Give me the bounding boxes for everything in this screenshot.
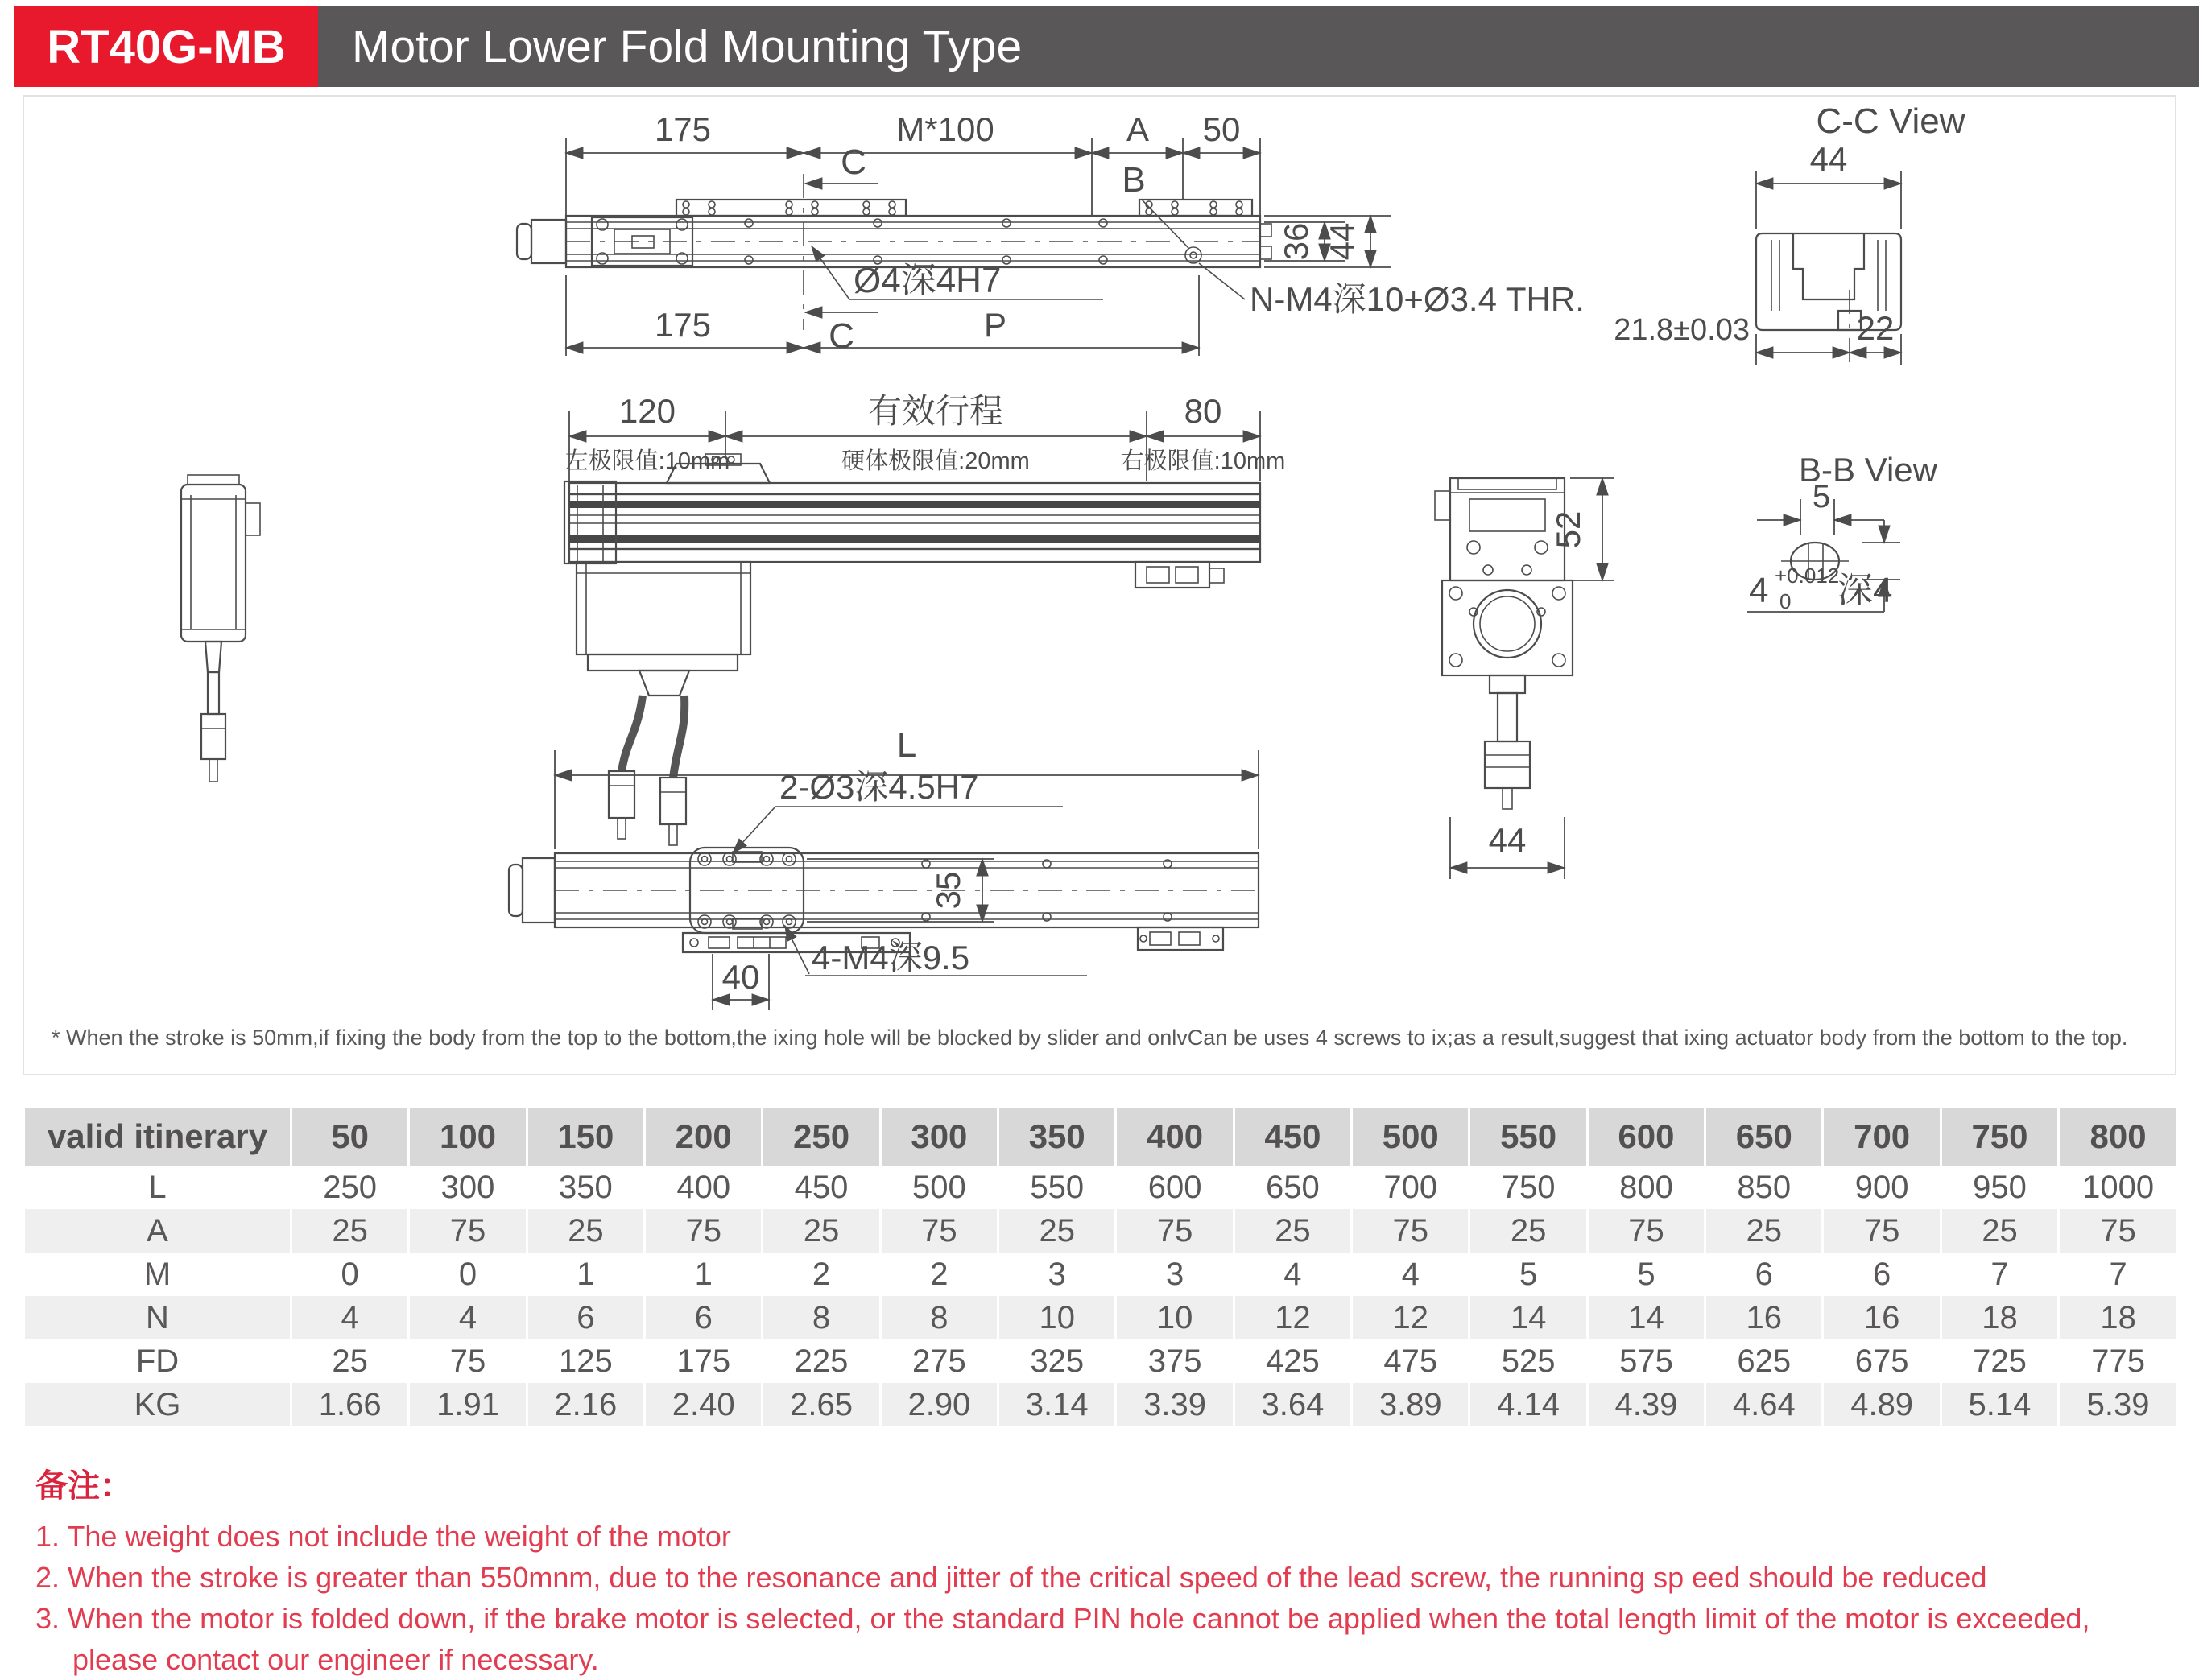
table-cell: 75 xyxy=(409,1339,527,1383)
table-cell: 6 xyxy=(1823,1253,1941,1296)
table-cell: 14 xyxy=(1587,1296,1705,1339)
table-cell: 600 xyxy=(1116,1166,1234,1209)
table-cell: 525 xyxy=(1469,1339,1587,1383)
table-cell: 4.89 xyxy=(1823,1383,1941,1426)
table-cell: 1000 xyxy=(2059,1166,2176,1209)
table-corner-label: valid itinerary xyxy=(24,1108,291,1166)
table-cell: 575 xyxy=(1587,1339,1705,1383)
table-cell: 5.14 xyxy=(1941,1383,2058,1426)
dim-label: 22 xyxy=(1856,309,1895,347)
table-cell: 25 xyxy=(1469,1209,1587,1253)
table-cell: 25 xyxy=(1705,1209,1823,1253)
section-label: C xyxy=(841,142,866,182)
row-label: A xyxy=(24,1209,291,1253)
table-column-header: 650 xyxy=(1705,1108,1823,1166)
notes-section xyxy=(35,1460,2176,1680)
table-cell: 500 xyxy=(880,1166,998,1209)
table-cell: 275 xyxy=(880,1339,998,1383)
table-column-header: 750 xyxy=(1941,1108,2058,1166)
table-row xyxy=(24,1296,2177,1339)
table-row xyxy=(24,1209,2177,1253)
cc-view-drawing xyxy=(1614,101,1965,366)
dim-label: 120 xyxy=(618,392,676,430)
table-column-header: 400 xyxy=(1116,1108,1234,1166)
view-title: B-B View xyxy=(1799,451,1937,489)
limit-label: 左极限值:10mm xyxy=(564,448,730,474)
table-cell: 2.90 xyxy=(880,1383,998,1426)
table-column-header: 450 xyxy=(1234,1108,1351,1166)
table-cell: 325 xyxy=(998,1339,1116,1383)
tolerance-sup: +0.012 xyxy=(1775,563,1840,588)
table-column-header: 800 xyxy=(2059,1108,2176,1166)
callout-label: Ø4深4H7 xyxy=(854,261,1002,300)
table-cell: 775 xyxy=(2059,1339,2176,1383)
table-cell: 2.40 xyxy=(645,1383,763,1426)
table-row xyxy=(24,1253,2177,1296)
table-cell: 75 xyxy=(1116,1209,1234,1253)
table-cell: 75 xyxy=(409,1209,527,1253)
table-cell: 75 xyxy=(880,1209,998,1253)
bb-view-drawing xyxy=(1747,451,1938,613)
note-line: please contact our engineer if necessary. xyxy=(72,1643,599,1676)
drawing-panel xyxy=(23,95,2176,1075)
callout-label: N-M4深10+Ø3.4 THR. xyxy=(1250,280,1585,318)
table-row xyxy=(24,1166,2177,1209)
callout-label: 4-M4深9.5 xyxy=(812,939,970,976)
table-column-header: 550 xyxy=(1469,1108,1587,1166)
table-cell: 75 xyxy=(1587,1209,1705,1253)
table-cell: 350 xyxy=(527,1166,644,1209)
table-cell: 16 xyxy=(1705,1296,1823,1339)
table-cell: 225 xyxy=(763,1339,880,1383)
table-cell: 6 xyxy=(1705,1253,1823,1296)
table-cell: 800 xyxy=(1587,1166,1705,1209)
table-cell: 475 xyxy=(1352,1339,1469,1383)
table-row xyxy=(24,1383,2177,1426)
table-cell: 700 xyxy=(1352,1166,1469,1209)
limit-label: 右极限值:10mm xyxy=(1120,448,1286,474)
table-cell: 650 xyxy=(1234,1166,1351,1209)
engineering-drawing xyxy=(24,97,2172,1022)
table-cell: 1.91 xyxy=(409,1383,527,1426)
dim-label: P xyxy=(983,306,1007,344)
table-cell: 75 xyxy=(1352,1209,1469,1253)
table-cell: 16 xyxy=(1823,1296,1941,1339)
table-cell: 6 xyxy=(527,1296,644,1339)
table-cell: 725 xyxy=(1941,1339,2058,1383)
table-cell: 25 xyxy=(291,1209,409,1253)
table-header-row xyxy=(24,1108,2177,1166)
dim-label: 44 xyxy=(1488,821,1527,859)
row-label: KG xyxy=(24,1383,291,1426)
stroke-footnote: * When the stroke is 50mm,if fixing the body from the top to the bottom,the ixing hole will be blocked by slider and onlvCan be uses 4 screws to ix;as a result,suggest that ixing actuator body from the bottom to the top. xyxy=(52,1026,2128,1050)
table-cell: 900 xyxy=(1823,1166,1941,1209)
table-cell: 12 xyxy=(1352,1296,1469,1339)
dim-label: 44 xyxy=(1809,140,1848,178)
row-label: M xyxy=(24,1253,291,1296)
dim-label: L xyxy=(896,725,917,765)
table-cell: 625 xyxy=(1705,1339,1823,1383)
table-column-header: 100 xyxy=(409,1108,527,1166)
dim-label: 40 xyxy=(721,958,760,996)
table-column-header: 150 xyxy=(527,1108,644,1166)
dim-label: 36 xyxy=(1277,222,1315,261)
table-column-header: 200 xyxy=(645,1108,763,1166)
table-cell: 4.39 xyxy=(1587,1383,1705,1426)
table-row xyxy=(24,1339,2177,1383)
table-cell: 675 xyxy=(1823,1339,1941,1383)
table-column-header: 600 xyxy=(1587,1108,1705,1166)
table-cell: 2.65 xyxy=(763,1383,880,1426)
table-cell: 3.89 xyxy=(1352,1383,1469,1426)
row-label: L xyxy=(24,1166,291,1209)
table-cell: 1.66 xyxy=(291,1383,409,1426)
table-cell: 125 xyxy=(527,1339,644,1383)
table-cell: 2 xyxy=(880,1253,998,1296)
table-cell: 7 xyxy=(1941,1253,2058,1296)
table-cell: 5 xyxy=(1469,1253,1587,1296)
section-label: C xyxy=(829,316,854,356)
dim-label: 175 xyxy=(654,110,712,148)
table-cell: 3 xyxy=(998,1253,1116,1296)
table-cell: 25 xyxy=(763,1209,880,1253)
table-cell: 1 xyxy=(645,1253,763,1296)
table-column-header: 500 xyxy=(1352,1108,1469,1166)
table-cell: 25 xyxy=(998,1209,1116,1253)
table-cell: 3.14 xyxy=(998,1383,1116,1426)
tolerance-label: 4 xyxy=(1749,571,1769,610)
table-cell: 14 xyxy=(1469,1296,1587,1339)
tolerance-depth: 深4 xyxy=(1837,571,1893,610)
row-label: FD xyxy=(24,1339,291,1383)
dim-label: M*100 xyxy=(896,110,994,148)
table-cell: 2 xyxy=(763,1253,880,1296)
notes-title: 备注： xyxy=(35,1468,132,1504)
callout-label: 2-Ø3深4.5H7 xyxy=(779,768,979,806)
table-cell: 4 xyxy=(291,1296,409,1339)
note-line: 1. The weight does not include the weight of the motor xyxy=(35,1520,731,1553)
table-cell: 4 xyxy=(1234,1253,1351,1296)
table-cell: 425 xyxy=(1234,1339,1351,1383)
table-cell: 300 xyxy=(409,1166,527,1209)
table-cell: 4 xyxy=(409,1296,527,1339)
dim-label: 21.8±0.03 xyxy=(1614,313,1750,347)
notes-lines xyxy=(35,1516,2176,1680)
table-cell: 450 xyxy=(763,1166,880,1209)
table-cell: 12 xyxy=(1234,1296,1351,1339)
table-column-header: 250 xyxy=(763,1108,880,1166)
table-cell: 750 xyxy=(1469,1166,1587,1209)
note-line: 2. When the stroke is greater than 550mnm, due to the resonance and jitter of the critical speed of the lead screw, the running sp eed should be reduced xyxy=(35,1561,1987,1594)
table-cell: 75 xyxy=(2059,1209,2176,1253)
middle-view-drawing xyxy=(181,392,1285,845)
view-title: C-C View xyxy=(1816,101,1965,141)
table-cell: 0 xyxy=(291,1253,409,1296)
table-cell: 400 xyxy=(645,1166,763,1209)
dim-label: 80 xyxy=(1184,392,1222,430)
table-cell: 4.14 xyxy=(1469,1383,1587,1426)
table-cell: 10 xyxy=(1116,1296,1234,1339)
dim-label: 175 xyxy=(654,306,712,344)
table-column-header: 300 xyxy=(880,1108,998,1166)
row-label: N xyxy=(24,1296,291,1339)
table-column-header: 50 xyxy=(291,1108,409,1166)
limit-label: 硬体极限值:20mm xyxy=(841,448,1030,474)
table-cell: 3.64 xyxy=(1234,1383,1351,1426)
spec-table xyxy=(23,1108,2176,1426)
table-cell: 0 xyxy=(409,1253,527,1296)
table-cell: 25 xyxy=(1234,1209,1351,1253)
table-cell: 25 xyxy=(1941,1209,2058,1253)
page-title: Motor Lower Fold Mounting Type xyxy=(318,6,2199,87)
table-cell: 2.16 xyxy=(527,1383,644,1426)
table-cell: 7 xyxy=(2059,1253,2176,1296)
table-cell: 375 xyxy=(1116,1339,1234,1383)
model-badge: RT40G-MB xyxy=(14,6,318,87)
table-cell: 25 xyxy=(291,1339,409,1383)
table-column-header: 350 xyxy=(998,1108,1116,1166)
dim-label: 35 xyxy=(929,871,967,910)
dim-label: 50 xyxy=(1202,110,1241,148)
dim-label: 5 xyxy=(1812,479,1831,514)
table-cell: 550 xyxy=(998,1166,1116,1209)
table-cell: 4.64 xyxy=(1705,1383,1823,1426)
dim-label: 有效行程 xyxy=(867,392,1004,430)
table-cell: 250 xyxy=(291,1166,409,1209)
table-cell: 8 xyxy=(763,1296,880,1339)
table-cell: 10 xyxy=(998,1296,1116,1339)
table-cell: 3 xyxy=(1116,1253,1234,1296)
dim-label: A xyxy=(1126,110,1150,148)
section-label: B xyxy=(1122,160,1146,200)
table-cell: 6 xyxy=(645,1296,763,1339)
table-cell: 5 xyxy=(1587,1253,1705,1296)
table-cell: 950 xyxy=(1941,1166,2058,1209)
table-cell: 4 xyxy=(1352,1253,1469,1296)
table-cell: 25 xyxy=(527,1209,644,1253)
table-cell: 1 xyxy=(527,1253,644,1296)
page-header xyxy=(0,6,2199,87)
table-cell: 175 xyxy=(645,1339,763,1383)
table-column-header: 700 xyxy=(1823,1108,1941,1166)
top-view-drawing xyxy=(517,110,1585,356)
table-cell: 3.39 xyxy=(1116,1383,1234,1426)
table-cell: 5.39 xyxy=(2059,1383,2176,1426)
tolerance-sub: 0 xyxy=(1779,589,1792,613)
table-cell: 850 xyxy=(1705,1166,1823,1209)
end-view-drawing xyxy=(1435,478,1614,879)
spec-table-body xyxy=(24,1166,2177,1426)
table-cell: 75 xyxy=(1823,1209,1941,1253)
table-cell: 18 xyxy=(1941,1296,2058,1339)
note-line: 3. When the motor is folded down, if the brake motor is selected, or the standard PIN hole cannot be applied when the total length limit of the motor is exceeded, xyxy=(35,1602,2090,1635)
table-cell: 18 xyxy=(2059,1296,2176,1339)
table-cell: 8 xyxy=(880,1296,998,1339)
table-cell: 75 xyxy=(645,1209,763,1253)
dim-label: 44 xyxy=(1323,222,1361,261)
dim-label: 52 xyxy=(1549,510,1587,549)
